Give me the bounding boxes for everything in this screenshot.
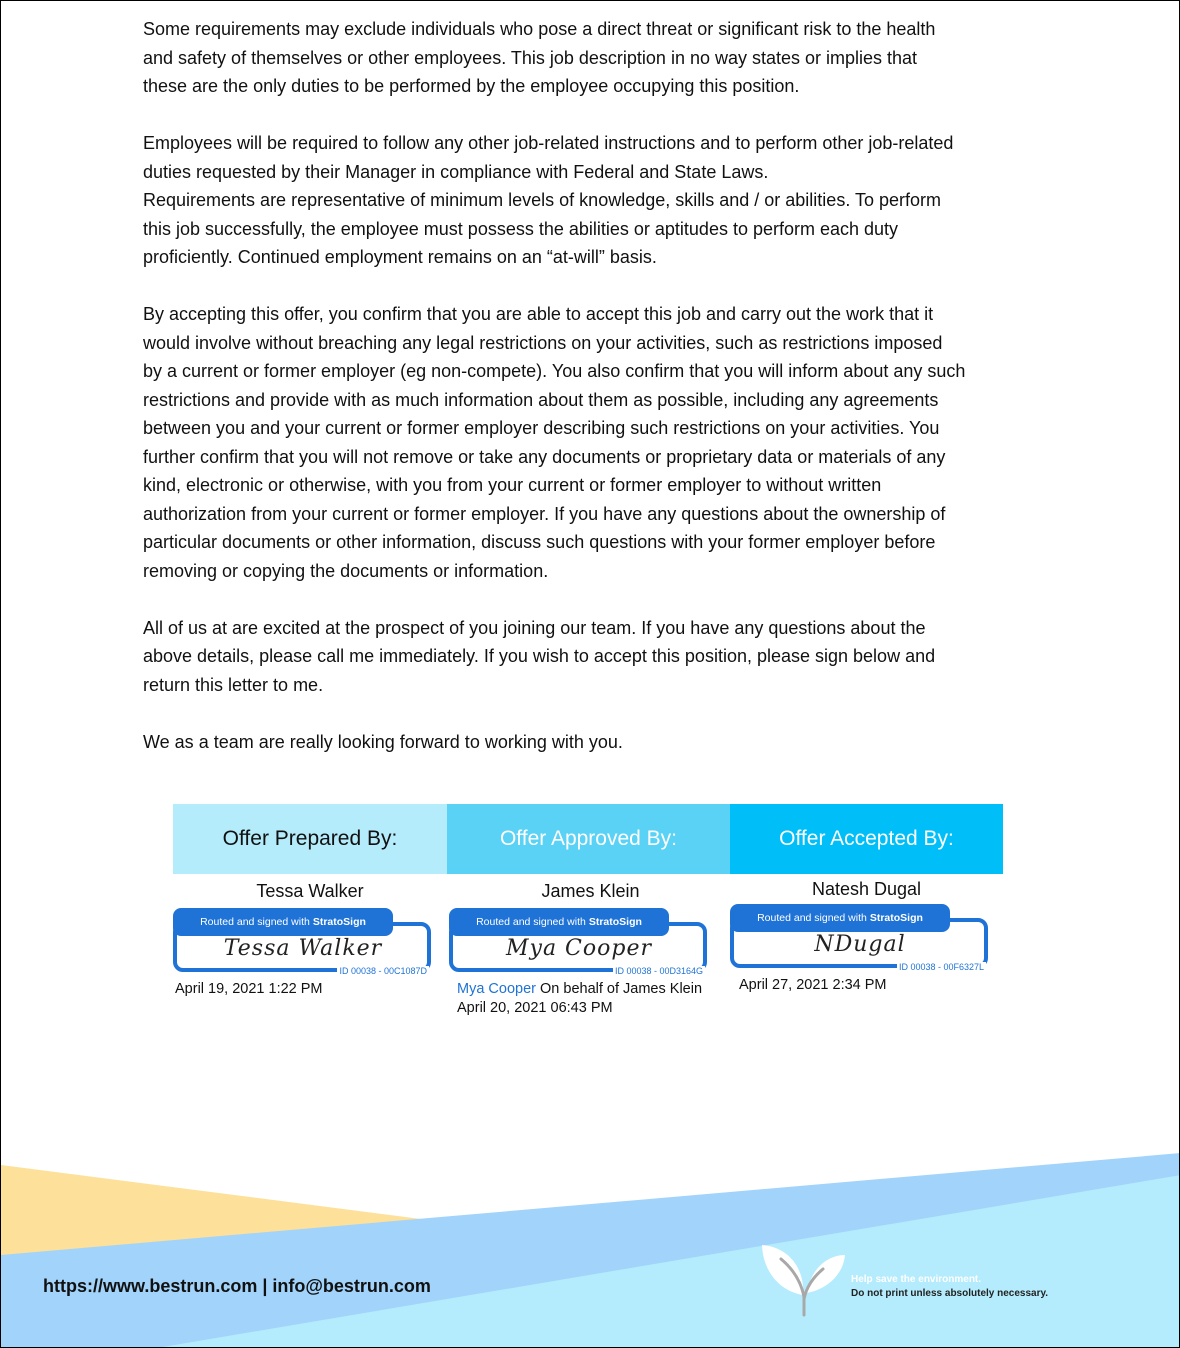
handwritten-signature: Tessa Walker xyxy=(223,936,383,961)
signature-id: ID 00038 - 00D3164G xyxy=(614,966,703,976)
delegate-signer-link[interactable]: Mya Cooper xyxy=(457,981,536,997)
signature-stamp[interactable] xyxy=(730,904,992,976)
letter-body xyxy=(143,15,1043,785)
signature-header-row xyxy=(173,804,1003,874)
signed-on-behalf: Mya Cooper On behalf of James Klein xyxy=(457,981,703,997)
signature-column-accepted xyxy=(730,876,1003,995)
eco-message-line2: Do not print unless absolutely necessary. xyxy=(851,1288,1049,1299)
leaf-plant-icon xyxy=(759,1241,849,1331)
eco-notice xyxy=(759,1241,1079,1331)
header-approved-by: Offer Approved By: xyxy=(447,804,730,874)
signature-column-prepared xyxy=(173,876,447,999)
handwritten-signature: NDugal xyxy=(814,932,906,957)
signature-stamp[interactable] xyxy=(449,908,711,980)
signer-name: James Klein xyxy=(541,881,640,901)
signed-date: April 27, 2021 2:34 PM xyxy=(739,977,887,993)
signature-table xyxy=(173,804,1003,1016)
paragraph-excited: All of us at are excited at the prospect of you joining our team. If you have any questions about the above details, please call me immediately. If you wish to accept this position, please sign below and return this letter to me. xyxy=(143,617,936,695)
signature-id: ID 00038 - 00C1087D xyxy=(339,966,427,976)
signed-date: April 20, 2021 06:43 PM xyxy=(457,1000,613,1016)
stamp-label: Routed and signed with StratoSign xyxy=(449,908,669,936)
signature-column-approved xyxy=(449,876,732,1018)
header-accepted-by: Offer Accepted By: xyxy=(730,804,1003,874)
paragraph-closing: We as a team are really looking forward to working with you. xyxy=(143,731,623,752)
stamp-label: Routed and signed with StratoSign xyxy=(730,904,950,932)
signer-name: Tessa Walker xyxy=(256,881,364,901)
paragraph-requirements: Some requirements may exclude individuals who pose a direct threat or significant risk to the health and safety of themselves or other employees. This job description in no way states or implies that these are the only duties to be performed by the employee occupying this position. xyxy=(143,19,936,96)
header-prepared-by: Offer Prepared By: xyxy=(173,804,447,874)
eco-message-line1: Help save the environment. xyxy=(851,1274,982,1285)
paragraph-restrictions: By accepting this offer, you confirm that you are able to accept this job and carry out the work that it would involve without breaching any legal restrictions on your activities, such as restrictions imposed by a current or former employer (eg non-compete). You also confirm that you will inform about any such restrictions and provide with as much information about them as possible, including any agreements between you and your current or former employer describing such restrictions on your activities. You further confirm that you will not remove or take any documents or proprietary data or materials of any kind, electronic or otherwise, with you from your current or former employer to without written authorization from your current or former employer. If you have any questions about the ownership of particular documents or other information, discuss such questions with your former employer before removing or copying the documents or information. xyxy=(143,304,966,581)
stamp-label: Routed and signed with StratoSign xyxy=(173,908,393,936)
paragraph-duties: Employees will be required to follow any other job-related instructions and to perform other job-related duties requested by their Manager in compliance with Federal and State Laws. Requirements are representative of minimum levels of knowledge, skills and / or abilities. To perform this job successfully, the employee must possess the abilities or aptitudes to perform each duty proficiently. Continued employment remains on an “at-will” basis. xyxy=(143,133,954,267)
signature-id: ID 00038 - 00F6327L xyxy=(898,962,984,972)
signer-name: Natesh Dugal xyxy=(811,879,922,899)
signed-date: April 19, 2021 1:22 PM xyxy=(175,981,323,997)
handwritten-signature: Mya Cooper xyxy=(505,936,652,961)
signature-stamp[interactable] xyxy=(173,908,435,980)
footer-contact-links[interactable]: https://www.bestrun.com | info@bestrun.com xyxy=(43,1276,431,1296)
